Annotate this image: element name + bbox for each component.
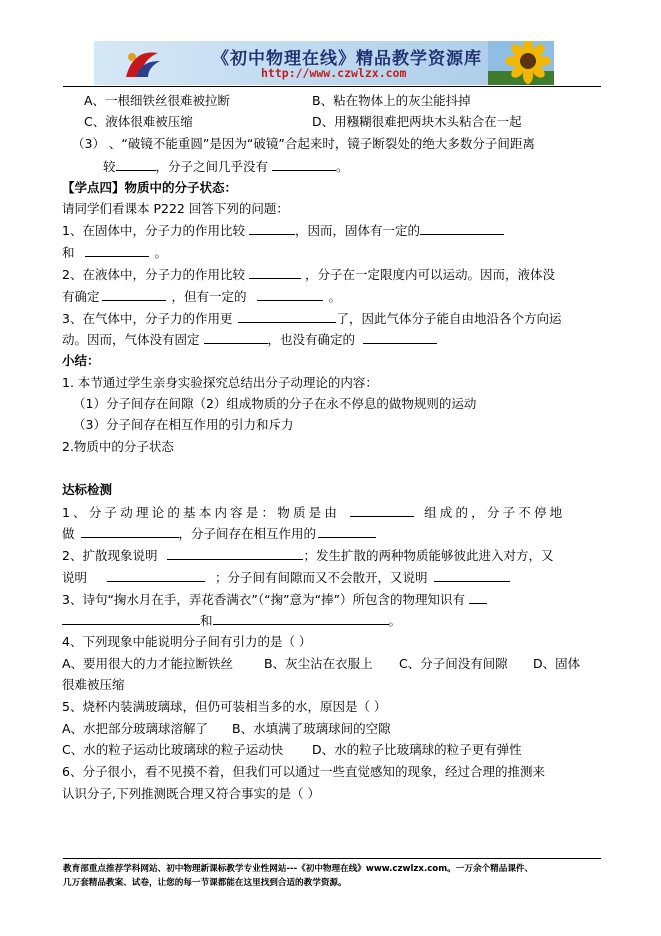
question-3-fill-line: 较 ，分子之间几乎没有 。 (103, 159, 349, 174)
answer-blank[interactable] (434, 568, 510, 582)
answer-blank[interactable] (213, 611, 389, 625)
answer-blank[interactable] (257, 287, 323, 301)
test-question-5-options-line: D、水的粒子比玻璃球的粒子更有弹性 (312, 742, 522, 757)
test-question-4-options-line: D、固体 (533, 656, 581, 671)
answer-blank[interactable] (167, 546, 303, 560)
banner-title: 《初中物理在线》精品教学资源库 (212, 49, 482, 69)
answer-blank[interactable] (107, 568, 205, 582)
summary-point-line: （3）分子间存在相互作用的引力和斥力 (73, 417, 294, 432)
test-question-5-options-line: C、水的粒子运动比玻璃球的粒子运动快 (62, 742, 284, 757)
site-logo-icon (122, 47, 162, 81)
test-question-4-options-line: C、分子间没有间隙 (399, 656, 508, 671)
answer-blank[interactable] (318, 524, 376, 538)
answer-blank[interactable] (469, 590, 487, 604)
gas-question-line: 3、在气体中，分子力的作用更 了，因此气体分子能自由地沿各个方向运 (62, 311, 562, 326)
test-question-4-options-line: B、灰尘沾在衣服上 (264, 656, 373, 671)
sunflower-icon (488, 41, 554, 85)
option-c-line: C、液体很难被压缩 (84, 114, 193, 129)
test-question-1-cont-line: 做 ，分子间存在相互作用的 (62, 524, 376, 543)
option-b-line: B、粘在物体上的灰尘能抖掉 (312, 93, 471, 108)
page-footer (63, 862, 603, 890)
answer-blank[interactable] (350, 503, 414, 517)
footer-line: 教育部重点推荐学科网站、初中物理新课标教学专业性网站---《初中物理在线》www.czwlzx.com。一万余个精品课件、 (63, 864, 534, 874)
test-question-4-line: 4、下列现象中能说明分子间有引力的是（ ） (62, 634, 312, 649)
question-3-line: （3） 、“破镜不能重圆”是因为“破镜”合起来时，镜子断裂处的绝大多数分子间距离 (72, 136, 535, 151)
option-a-line: A、一根细铁丝很难被拉断 (84, 93, 231, 108)
answer-blank[interactable] (363, 330, 437, 344)
answer-blank[interactable] (102, 287, 166, 301)
test-question-5-line: 5、烧杯内装满玻璃球，但仍可装相当多的水，原因是（ ） (62, 699, 387, 714)
answer-blank[interactable] (81, 524, 179, 538)
answer-blank[interactable] (238, 309, 336, 323)
test-heading: 达标检测 (62, 482, 113, 497)
banner-url[interactable]: http://www.czwlzx.com (261, 66, 407, 80)
footer-line: 几万套精品教案、试卷，让您的每一节课都能在这里找到合适的教学资源。 (63, 878, 347, 888)
header-rule (63, 86, 601, 87)
summary-point-line: 2.物质中的分子状态 (62, 439, 174, 454)
test-question-3-cont-line: 和 。 (62, 611, 401, 630)
answer-blank[interactable] (420, 221, 504, 235)
summary-point-line: （1）分子间存在间隙（2）组成物质的分子在永不停息的做物规则的运动 (73, 396, 477, 411)
test-question-2-cont-line: 说明 ；分子间有间隙而又不会散开，又说明 (62, 568, 510, 587)
answer-blank[interactable] (85, 243, 149, 257)
answer-blank[interactable] (62, 611, 200, 625)
answer-blank[interactable] (204, 330, 268, 344)
answer-blank[interactable] (249, 221, 295, 235)
liquid-question-line: 2、在液体中，分子力的作用比较 ，分子在一定限度内可以运动。因而，液体没 (62, 267, 555, 282)
summary-heading: 小结： (62, 353, 100, 368)
answer-blank[interactable] (116, 157, 156, 171)
section-heading: 【学点四】物质中的分子状态： (62, 180, 238, 195)
summary-line: 1. 本节通过学生亲身实验探究总结出分子动理论的内容： (62, 375, 378, 390)
solid-question-line: 1、在固体中，分子力的作用比较 ，因而，固体有一定的 (62, 221, 504, 240)
liquid-question-cont-line: 有确定 ，但有一定的 。 (62, 289, 342, 304)
footer-rule (63, 858, 601, 859)
test-question-6-line: 6、分子很小，看不见摸不着，但我们可以通过一些直觉感知的现象，经过合理的推测来 (62, 764, 545, 779)
test-question-4-options-line: A、要用很大的力才能拉断铁丝 (62, 656, 234, 671)
test-question-1-line: 1、分子动理论的基本内容是：物质是由 组成的，分子不停地 (62, 505, 566, 520)
option-d-line: D、用糨糊很难把两块木头粘合在一起 (312, 114, 522, 129)
solid-question-cont-line: 和 。 (62, 245, 168, 260)
answer-blank[interactable] (272, 157, 336, 171)
gas-question-cont-line: 动。因而，气体没有固定 ，也没有确定的 (62, 330, 437, 349)
test-question-4-cont-line: 很难被压缩 (62, 677, 125, 692)
header-banner (94, 41, 554, 85)
answer-blank[interactable] (249, 265, 301, 279)
test-question-5-options-line: A、水把部分玻璃球溶解了 (62, 721, 209, 736)
test-question-5-options-line: B、水填满了玻璃球间的空隙 (232, 721, 391, 736)
test-question-6-cont-line: 认识分子,下列推测既合理又符合事实的是（ ） (62, 786, 320, 801)
instruction-line: 请同学们看课本 P222 回答下列的问题： (62, 201, 289, 216)
test-question-2-line: 2、扩散现象说明 ；发生扩散的两种物质能够彼此进入对方，又 (62, 548, 554, 563)
test-question-3-line: 3、诗句“掬水月在手，弄花香满衣”（“掬”意为“捧”）所包含的物理知识有 (62, 590, 487, 609)
